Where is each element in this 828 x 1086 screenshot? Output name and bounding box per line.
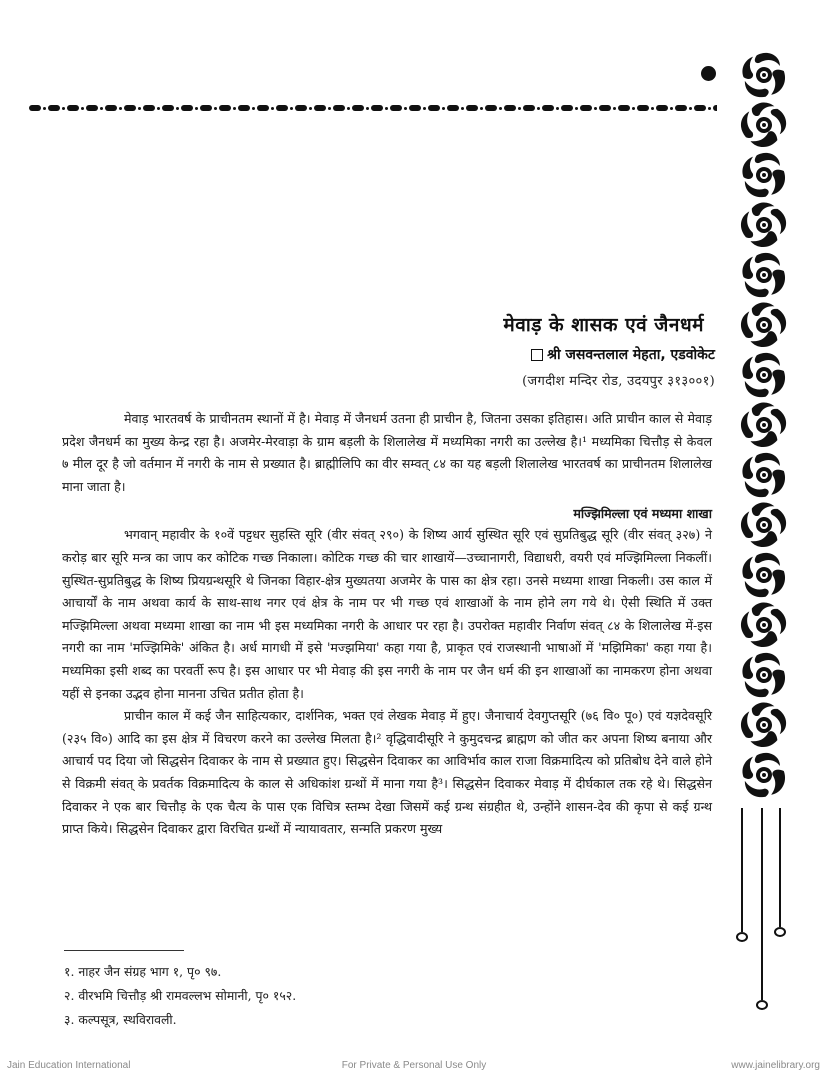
bead-dot-icon: [138, 107, 141, 110]
bead-dot-icon: [328, 107, 331, 110]
bead-icon: [29, 105, 41, 111]
bead-icon: [124, 105, 136, 111]
footer-website-link[interactable]: www.jainelibrary.org: [731, 1060, 820, 1071]
bead-icon: [485, 105, 497, 111]
bead-icon: [675, 105, 687, 111]
bead-dot-icon: [556, 107, 559, 110]
bead-icon: [276, 105, 288, 111]
footer-publisher: Jain Education International: [7, 1060, 131, 1071]
paisley-medallion-icon: [738, 100, 790, 150]
bead-icon: [86, 105, 98, 111]
bead-dot-icon: [347, 107, 350, 110]
paragraph-scholars: प्राचीन काल में कई जैन साहित्यकार, दार्शनिक, भक्त एवं लेखक मेवाड़ में हुए। जैनाचार्य देवगुप्तसूरि (७६ वि० पू०) एवं यज्ञदेवसूरि (२३५ वि०) आदि का इस क्षेत्र में विचरण करने का उल्लेख मिलता है।² वृद्धिवादीसूरि ने कुमुदचन्द्र ब्राह्मण को जीत कर अपना शिष्य बनाया और आचार्य पद दिया जो सिद्धसेन दिवाकर के नाम से प्रख्यात हुए। सिद्धसेन दिवाकर का आविर्भाव काल राजा विक्रमादित्य को प्रतिबोध देने वाले होने से विक्रमी संवत् के प्रवर्तक विक्रमादित्य के काल से अधिकांश ग्रन्थों में माना गया है³। सिद्धसेन दिवाकर मेवाड़ में दीर्घकाल तक रहे थे। सिद्धसेन दिवाकर ने एक बार चित्तौड़ के एक चैत्य के पास एक विचित्र स्तम्भ देखा जिसमें कई ग्रन्थ संग्रहीत थे, उन्होंने शासन-देव की कृपा से कई ग्रन्थ प्राप्त किये। सिद्धसेन दिवाकर द्वारा विरचित ग्रन्थों में न्यायावतार, सन्मति प्रकरण मुख्य: [62, 708, 712, 837]
box-bullet-icon: [531, 349, 543, 361]
bead-icon: [523, 105, 535, 111]
bead-dot-icon: [176, 107, 179, 110]
bead-dot-icon: [594, 107, 597, 110]
footnotes: [64, 960, 664, 1032]
section-subheading: मज्झिमिल्ला एवं मध्यमा शाखा: [573, 506, 712, 522]
author-line: [531, 345, 715, 364]
bead-dot-icon: [290, 107, 293, 110]
pendant-string: [779, 808, 781, 927]
bead-icon: [295, 105, 307, 111]
bead-dot-icon: [575, 107, 578, 110]
article-body: [62, 408, 712, 841]
bead-dot-icon: [62, 107, 65, 110]
footnote-3: ३. कल्पसूत्र, स्थविरावली.: [64, 1012, 177, 1027]
bead-icon: [599, 105, 611, 111]
bead-dot-icon: [651, 107, 654, 110]
bead-dot-icon: [499, 107, 502, 110]
pendant-ring-icon: [756, 1000, 768, 1010]
bead-dot-icon: [366, 107, 369, 110]
bead-icon: [238, 105, 250, 111]
paisley-medallion-icon: [738, 600, 790, 650]
bead-dot-icon: [689, 107, 692, 110]
bead-dot-icon: [195, 107, 198, 110]
paisley-medallion-icon: [738, 150, 790, 200]
bead-icon: [713, 105, 717, 111]
paisley-medallion-icon: [738, 450, 790, 500]
site-footer: [0, 1060, 828, 1076]
bead-icon: [561, 105, 573, 111]
paisley-medallion-icon: [738, 250, 790, 300]
paisley-medallion-icon: [738, 550, 790, 600]
bead-icon: [105, 105, 117, 111]
bead-dot-icon: [271, 107, 274, 110]
author-address: (जगदीश मन्दिर रोड, उदयपुर ३१३००१): [522, 374, 715, 389]
bead-dot-icon: [43, 107, 46, 110]
bead-dot-icon: [309, 107, 312, 110]
bead-icon: [48, 105, 60, 111]
bead-icon: [409, 105, 421, 111]
pendant-string: [741, 808, 743, 932]
paisley-medallion-icon: [738, 300, 790, 350]
footnote-2: २. वीरभमि चित्तौड़ श्री रामवल्लभ सोमानी, पृ० १५२.: [64, 988, 297, 1003]
bead-icon: [200, 105, 212, 111]
bead-icon: [314, 105, 326, 111]
pendant-string: [761, 808, 763, 1000]
bead-icon: [390, 105, 402, 111]
bead-icon: [67, 105, 79, 111]
footer-usage-note: For Private & Personal Use Only: [341, 1060, 487, 1071]
beaded-rule-divider: [29, 103, 717, 113]
bead-dot-icon: [632, 107, 635, 110]
bead-icon: [352, 105, 364, 111]
bead-dot-icon: [708, 107, 711, 110]
bead-dot-icon: [119, 107, 122, 110]
bead-dot-icon: [404, 107, 407, 110]
bead-dot-icon: [480, 107, 483, 110]
bead-icon: [618, 105, 630, 111]
bead-icon: [466, 105, 478, 111]
bead-icon: [333, 105, 345, 111]
bead-dot-icon: [518, 107, 521, 110]
bead-icon: [504, 105, 516, 111]
bead-dot-icon: [670, 107, 673, 110]
bead-icon: [143, 105, 155, 111]
paisley-medallion-icon: [738, 650, 790, 700]
paisley-medallion-icon: [738, 400, 790, 450]
bead-icon: [447, 105, 459, 111]
bead-dot-icon: [442, 107, 445, 110]
bead-dot-icon: [214, 107, 217, 110]
bead-icon: [257, 105, 269, 111]
pendant-ring-icon: [736, 932, 748, 942]
bead-icon: [694, 105, 706, 111]
bead-icon: [656, 105, 668, 111]
pendant-ring-icon: [774, 927, 786, 937]
bead-icon: [637, 105, 649, 111]
paragraph-intro: मेवाड़ भारतवर्ष के प्राचीनतम स्थानों में है। मेवाड़ में जैनधर्म उतना ही प्राचीन है, जितना उसका इतिहास। अति प्राचीन काल से मेवाड़ प्रदेश जैनधर्म का मुख्य केन्द्र रहा है। अजमेर-मेरवाड़ा के ग्राम बड़ली के शिलालेख में मध्यमिका नगरी का उल्लेख है।¹ मध्यमिका चित्तौड़ से केवल ७ मील दूर है जो वर्तमान में नगरी के नाम से प्रख्यात है। ब्राह्मीलिपि का वीर सम्वत् ८४ का यह बड़ली शिलालेख भारतवर्ष का प्राचीनतम शिलालेख माना जाता है।: [62, 411, 712, 494]
bead-dot-icon: [461, 107, 464, 110]
bead-dot-icon: [613, 107, 616, 110]
bead-icon: [542, 105, 554, 111]
bead-dot-icon: [537, 107, 540, 110]
bead-dot-icon: [385, 107, 388, 110]
bead-icon: [181, 105, 193, 111]
bead-dot-icon: [423, 107, 426, 110]
bead-dot-icon: [100, 107, 103, 110]
author-name: श्री जसवन्तलाल मेहता, एडवोकेट: [547, 347, 715, 363]
footnote-1: १. नाहर जैन संग्रह भाग १, पृ० ९७.: [64, 964, 222, 979]
paisley-medallion-icon: [738, 700, 790, 750]
paragraph-shakha: भगवान् महावीर के १०वें पट्टधर सुहस्ति सूरि (वीर संवत् २९०) के शिष्य आर्य सुस्थित सूरि एवं सुप्रतिबुद्ध सूरि (वीर संवत् ३२७) ने करोड़ बार सूरि मन्त्र का जाप कर कोटिक गच्छ निकाला। कोटिक गच्छ की चार शाखायें—उच्चानागरी, विद्याधरी, वयरी एवं मज्झिमिल्ला निकलीं। सुस्थित-सुप्रतिबुद्ध के शिष्य प्रियग्रन्थसूरि थे जिनका विहार-क्षेत्र मुख्यतया अजमेर के पास का क्षेत्र रहा। उनसे मध्यमा शाखा निकली। उस काल में आचार्यों के नाम अथवा कार्य के साथ-साथ नगर एवं क्षेत्र के नाम पर भी गच्छ एवं शाखाओं के नाम होने लग गये थे। ऐसी स्थिति में उक्त मज्झिमिल्ला अथवा मध्यमा शाखा का नाम भी इस मध्यमिका नगरी के आधार पर रहा है। उपरोक्त महावीर निर्वाण संवत् ८४ के शिलालेख में-इस नगरी का नाम 'मज्झिमिके' अंकित है। अर्ध मागधी में इसे 'मज्झमिया' कहा गया है, प्राकृत एवं राजस्थानी भाषाओं में 'मझिमिका' कहा गया है। मध्यमिका इसी शब्द का परवर्ती रूप है। इस आधार पर भी मेवाड़ की इस नगरी के नाम पर जैन धर्म की इन शाखाओं का नामकरण होना अथवा यहीं से इनका उद्भव होना मानना उचित प्रतीत होता है।: [62, 527, 712, 701]
bead-icon: [219, 105, 231, 111]
bead-dot-icon: [81, 107, 84, 110]
bead-dot-icon: [252, 107, 255, 110]
bead-icon: [580, 105, 592, 111]
paisley-medallion-icon: [738, 350, 790, 400]
bead-icon: [162, 105, 174, 111]
bead-dot-icon: [157, 107, 160, 110]
footnote-divider: [64, 950, 184, 951]
bullet-dot-icon: [701, 66, 716, 81]
paisley-medallion-icon: [738, 500, 790, 550]
paisley-medallion-icon: [738, 200, 790, 250]
paisley-medallion-icon: [738, 50, 790, 100]
paisley-medallion-icon: [738, 750, 790, 800]
bead-dot-icon: [233, 107, 236, 110]
article-title: मेवाड़ के शासक एवं जैनधर्म: [503, 314, 704, 336]
bead-icon: [371, 105, 383, 111]
bead-icon: [428, 105, 440, 111]
paisley-border-ornament: [734, 50, 794, 810]
